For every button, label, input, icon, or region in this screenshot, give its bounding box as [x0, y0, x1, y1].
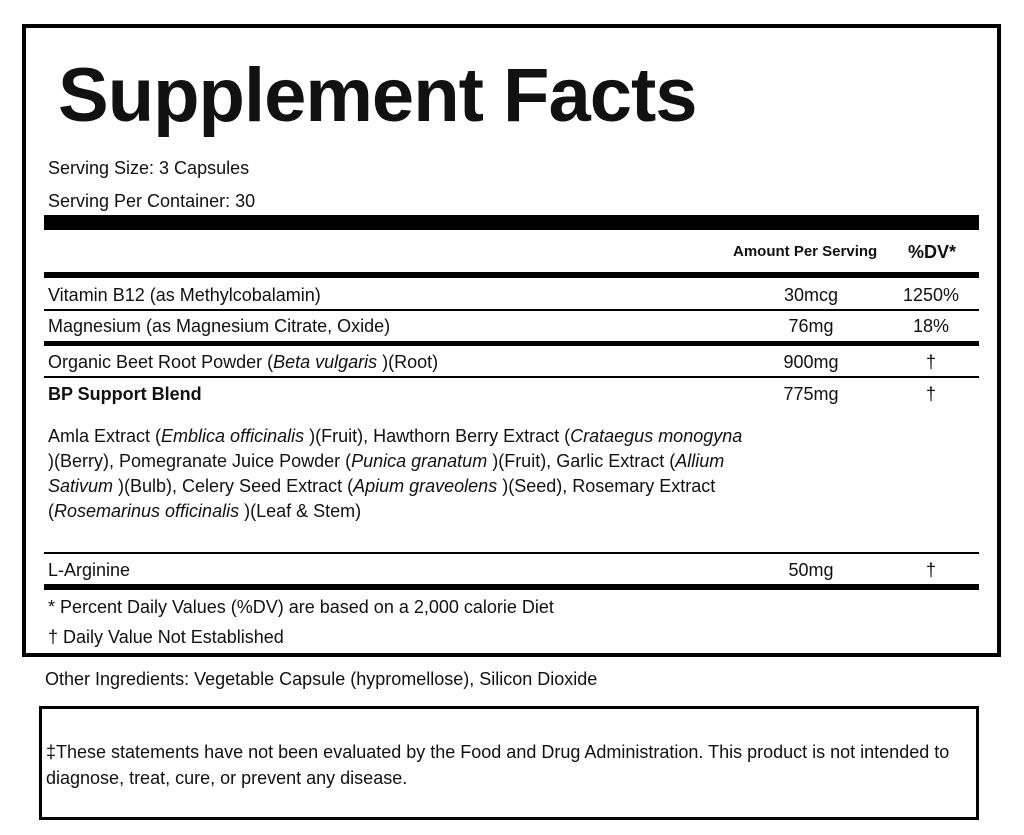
other-ingredients: Other Ingredients: Vegetable Capsule (hypromellose), Silicon Dioxide [45, 669, 598, 689]
row-l-arginine-amount: 50mg [788, 560, 834, 580]
row-divider [44, 309, 979, 311]
footnote-daily-values: * Percent Daily Values (%DV) are based on a 2,000 calorie Diet [48, 597, 554, 617]
header-divider [44, 272, 979, 278]
row-divider [44, 552, 979, 554]
header-amount-per-serving: Amount Per Serving [733, 243, 878, 260]
row-vitamin-b12-dv: 1250% [902, 285, 960, 305]
panel-title: Supplement Facts [58, 53, 697, 138]
row-divider [44, 376, 979, 378]
row-blend-amount: 775mg [783, 384, 839, 404]
bottom-divider [44, 584, 979, 590]
row-blend-name: BP Support Blend [48, 384, 202, 404]
row-magnesium-dv: 18% [912, 316, 950, 336]
row-magnesium-name: Magnesium (as Magnesium Citrate, Oxide) [48, 316, 391, 336]
disclaimer-box [39, 706, 979, 820]
blend-ingredients: Amla Extract (Emblica officinalis )(Fruit), Hawthorn Berry Extract (Crataegus monogyna )(Berry), Pomegranate Juice Powder (Punica granatum )(Fruit), Garlic Extract (Allium Sativum )(Bulb), Celery Seed Extract (Apium graveolens )(Seed), Rosemary Extract (Rosemarinus officinalis )(Leaf & Stem) [48, 426, 743, 521]
row-beet-root-dv: † [925, 352, 936, 372]
row-beet-root-amount: 900mg [783, 352, 839, 372]
serving-size: Serving Size: 3 Capsules [48, 158, 250, 178]
disclaimer-text: ‡These statements have not been evaluated by the Food and Drug Administration. This product is not intended to diagnose, treat, cure, or prevent any disease. [46, 742, 950, 788]
thick-divider [44, 215, 979, 230]
row-magnesium-amount: 76mg [788, 316, 834, 336]
header-daily-value: %DV* [908, 242, 957, 262]
row-l-arginine-dv: † [925, 560, 936, 580]
row-blend-dv: † [925, 384, 936, 404]
servings-per-container: Serving Per Container: 30 [48, 191, 256, 211]
row-beet-root-name: Organic Beet Root Powder (Beta vulgaris )(Root) [48, 352, 439, 372]
row-vitamin-b12-name: Vitamin B12 (as Methylcobalamin) [48, 285, 321, 305]
row-l-arginine-name: L-Arginine [48, 560, 131, 580]
supplement-facts-panel [22, 24, 1001, 657]
footnote-dagger: † Daily Value Not Established [48, 627, 284, 647]
row-vitamin-b12-amount: 30mcg [783, 285, 839, 305]
section-divider [44, 341, 979, 346]
